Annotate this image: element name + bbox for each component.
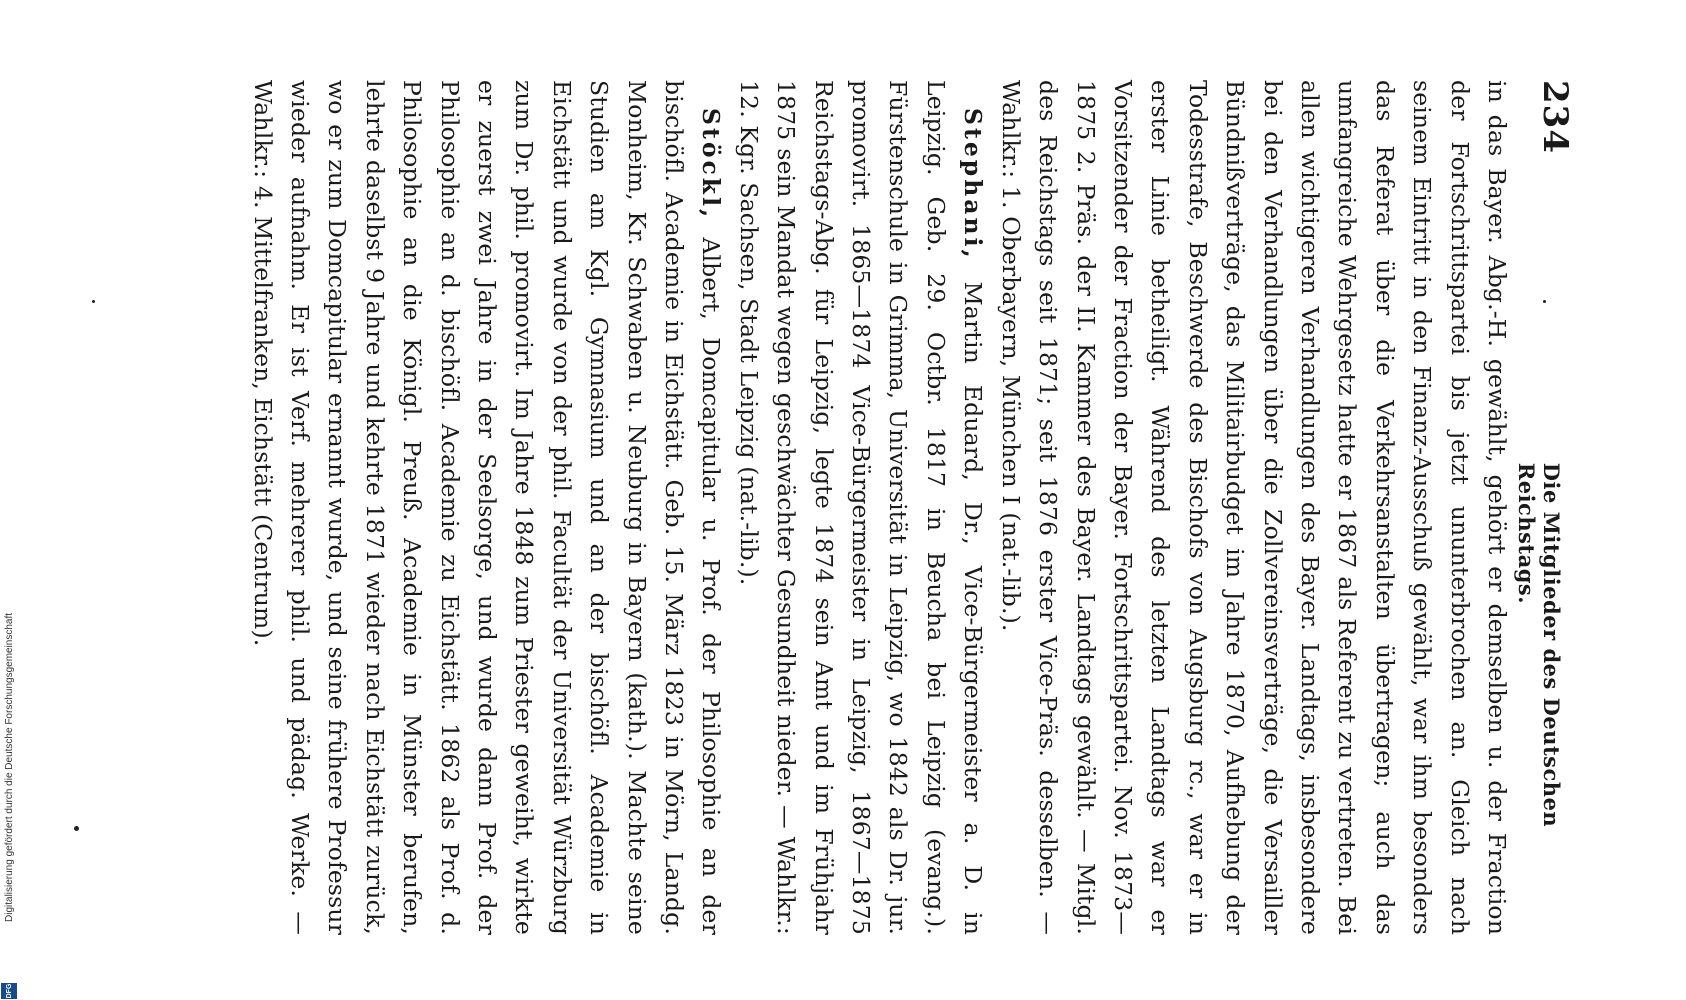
entry-name-stoeckl: Stöckl, (697, 108, 726, 221)
scan-speck (74, 826, 79, 831)
digitization-credit (0, 0, 18, 1000)
text-body (243, 80, 1515, 935)
page-number: 234 (1535, 80, 1575, 154)
entry-stoeckl (243, 80, 729, 935)
scan-speck (1543, 300, 1546, 303)
entry-text-stoeckl: Albert, Domcapitular u. Prof. der Philosophie an der bischöfl. Academie in Eichstätt. Geb. 15. März 1823 in Mörn, Landg. Monheim, Kr. Schwaben u. Neuburg in Bayern (kath.). Machte seine Studien am Kgl. Gymnasium und an der bischöfl. Academie in Eichstätt und wurde von der phil. Facultät der Universität Würzburg zum Dr. phil. promovirt. Im Jahre 1848 zum Priester geweiht, wirkte er zuerst zwei Jahre in der Seelsorge, und wurde dann Prof. der Philosophie an d. bischöfl. Academie zu Eichstätt. 1862 als Prof. d. Philosophie an die Königl. Preuß. Academie in Münster berufen, lehrte daselbst 9 Jahre und kehrte 1871 wieder nach Eichstätt zurück, wo er zum Domcapitular ernannt wurde, und seine frühere Professur wieder aufnahm. Er ist Verf. mehrerer phil. und pädag. Werke. — Wahlkr.: 4. Mittelfranken, Eichstätt (Centrum). (248, 80, 726, 935)
dfg-logo-icon: DFG (1, 983, 17, 999)
paragraph-continuation: in das Bayer. Abg.-H. gewählt, gehört er demselben u. der Fraction der Fortschrittspartei bis jetzt ununterbrochen an. Gleich nach seinem Eintritt in den Finanz-Ausschuß gewählt, war ihm besonders das Referat über die Verkehrsanstalten übertragen; auch das umfangreiche Wehrgesetz hatte er 1867 als Referent zu vertreten. Bei allen wichtigeren Verhandlungen des Bayer. Landtags, insbesondere bei den Verhandlungen über die Zollvereinsverträge, die Versailler Bündnißverträge, das Militairbudget im Jahre 1870, Aufhebung der Todesstrafe, Beschwerde des Bischofs von Augsburg rc., war er in erster Linie betheiligt. Während des letzten Landtags war er Vorsitzender der Fraction der Bayer. Fortschrittspartei. Nov. 1873—1875 2. Präs. der II. Kammer des Bayer. Landtags gewählt. — Mitgl. des Reichstags seit 1871; seit 1876 erster Vice-Präs. desselben. — Wahlkr.: 1. Oberbayern, München I (nat.-lib.). (996, 80, 1511, 935)
scan-speck (92, 300, 95, 303)
running-head (1514, 80, 1575, 935)
running-title: Die Mitglieder des Deutschen Reichstags. (1514, 462, 1564, 828)
entry-name-stephani: Stephani, (959, 108, 988, 261)
entry-stephani (729, 80, 991, 935)
entry-text-stephani: Martin Eduard, Dr., Vice-Bürgermeister a. D. in Leipzig. Geb. 29. Octbr. 1817 in Beucha bei Leipzig (evang.). Fürstenschule in Grimma, Universität in Leipzig, wo 1842 als Dr. jur. promovirt. 1865—1874 Vice-Bürgermeister in Leipzig, 1867—1875 Reichstags-Abg. für Leipzig, legte 1874 sein Amt und im Frühjahr 1875 sein Mandat wegen geschwächter Gesundheit nieder. — Wahlkr.: 12. Kgr. Sachsen, Stadt Leipzig (nat.-lib.). (734, 80, 988, 935)
scanned-page (115, 80, 1575, 935)
credit-text: Digitalisierung gefördert durch die Deutsche Forschungsgemeinschaft (4, 612, 15, 922)
